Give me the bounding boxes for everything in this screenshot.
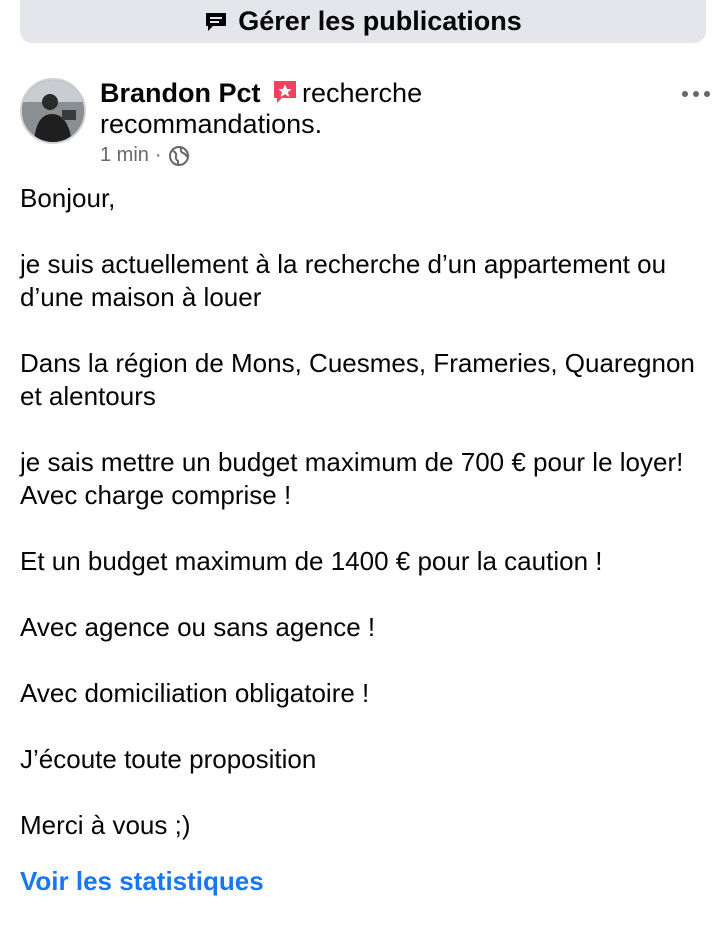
view-statistics-link[interactable]: Voir les statistiques (20, 866, 264, 896)
post-paragraph: Avec domiciliation obligatoire ! (20, 678, 370, 708)
post-paragraph: je sais mettre un budget maximum de 700 € pour le loyer! Avec charge comprise ! (20, 447, 684, 510)
meta-separator: · (154, 144, 162, 166)
post-paragraph: je suis actuellement à la recherche d’un appartement ou d’une maison à louer (20, 249, 667, 312)
post-paragraph: Merci à vous ;) (20, 810, 191, 840)
author-line (100, 78, 640, 140)
avatar[interactable] (20, 78, 86, 144)
post-meta (100, 144, 190, 167)
globe-icon[interactable] (168, 145, 190, 167)
manage-publications-label: Gérer les publications (238, 6, 522, 36)
post-time[interactable]: 1 min (100, 144, 149, 166)
more-options-icon[interactable] (682, 84, 710, 104)
post-paragraph: Avec agence ou sans agence ! (20, 612, 376, 642)
author-name[interactable]: Brandon Pct (100, 78, 261, 108)
manage-publications-button[interactable] (20, 0, 706, 43)
comment-lines-icon (204, 11, 228, 33)
post-action: recherche recommandations. (100, 78, 423, 139)
star-badge-icon (271, 78, 299, 106)
post-body (20, 182, 710, 842)
post-header (20, 78, 710, 170)
post-paragraph: Dans la région de Mons, Cuesmes, Frameries, Quaregnon et alentours (20, 348, 695, 411)
post-paragraph: Et un budget maximum de 1400 € pour la caution ! (20, 546, 603, 576)
post-paragraph: Bonjour, (20, 183, 116, 213)
post-paragraph: J’écoute toute proposition (20, 744, 317, 774)
